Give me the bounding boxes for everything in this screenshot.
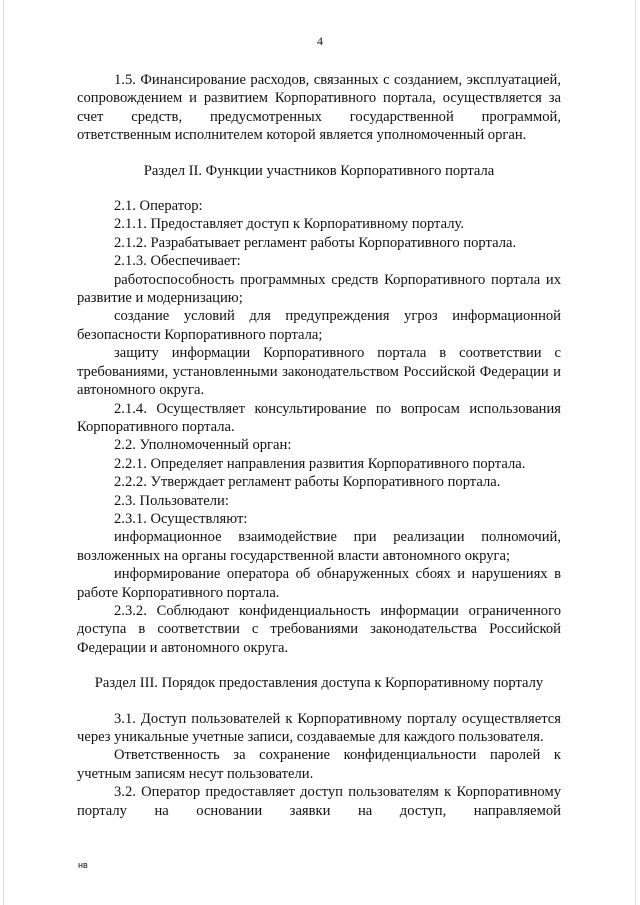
paragraph-2-2-2: 2.2.2. Утверждает регламент работы Корпоративного портала. [114,474,501,491]
paragraph-1-5: 1.5. Финансирование расходов, связанных с созданием, эксплуатацией, сопровождением и развитием Корпоративного портала, осуществляется за счет средств, предусмотренных государственной программой, ответственным исполнителем которой является уполномоченный орган. [77,72,561,144]
paragraph-2-1-3-item-2: создание условий для предупреждения угроз информационной безопасности Корпоративного портала; [77,308,561,343]
paragraph-3-2: 3.2. Оператор предоставляет доступ пользователям к Корпоративному порталу на основании заявки на доступ, направляемой [77,784,561,819]
scan-edge-left [3,0,4,905]
footer-initials: нв [78,860,88,870]
paragraph-2-3-1-item-1: информационное взаимодействие при реализации полномочий, возложенных на органы государственной власти автономного округа; [77,529,561,564]
section-3-heading: Раздел III. Порядок предоставления доступа к Корпоративному порталу [94,675,544,692]
paragraph-2-1-3-item-3: защиту информации Корпоративного портала в соответствии с требованиями, установленными законодательством Российской Федерации и автономного округа. [77,345,561,399]
page-number: 4 [317,34,323,48]
paragraph-2-1-3: 2.1.3. Обеспечивает: [114,253,241,270]
paragraph-2-3: 2.3. Пользователи: [114,492,229,509]
paragraph-2-3-1: 2.3.1. Осуществляют: [114,510,248,527]
paragraph-2-1-4: 2.1.4. Осуществляет консультирование по вопросам использования Корпоративного портала. [77,400,561,435]
paragraph-2-3-1-item-2: информирование оператора об обнаруженных сбоях и нарушениях в работе Корпоративного портала. [77,566,561,601]
paragraph-2-1-3-item-1: работоспособность программных средств Корпоративного портала их развитие и модернизацию; [77,271,561,307]
paragraph-2-2: 2.2. Уполномоченный орган: [114,437,292,454]
paragraph-3-1-responsibility: Ответственность за сохранение конфиденциальности паролей к учетным записям несут пользователи. [77,747,561,782]
paragraph-2-1: 2.1. Оператор: [114,198,203,215]
section-2-heading: Раздел II. Функции участников Корпоративного портала [143,162,495,179]
scan-edge-right [635,0,636,905]
document-body [77,71,561,820]
paragraph-2-2-1: 2.2.1. Определяет направления развития Корпоративного портала. [114,455,526,472]
paragraph-2-1-1: 2.1.1. Предоставляет доступ к Корпоративному порталу. [114,216,464,233]
paragraph-2-1-2: 2.1.2. Разрабатывает регламент работы Корпоративного портала. [114,234,517,251]
paragraph-2-3-2: 2.3.2. Соблюдают конфиденциальность информации ограниченного доступа в соответствии с требованиями законодательства Российской Федерации и автономного округа. [77,602,561,656]
paragraph-3-1: 3.1. Доступ пользователей к Корпоративному порталу осуществляется через уникальные учетные записи, создаваемые для каждого пользователя. [77,710,561,745]
